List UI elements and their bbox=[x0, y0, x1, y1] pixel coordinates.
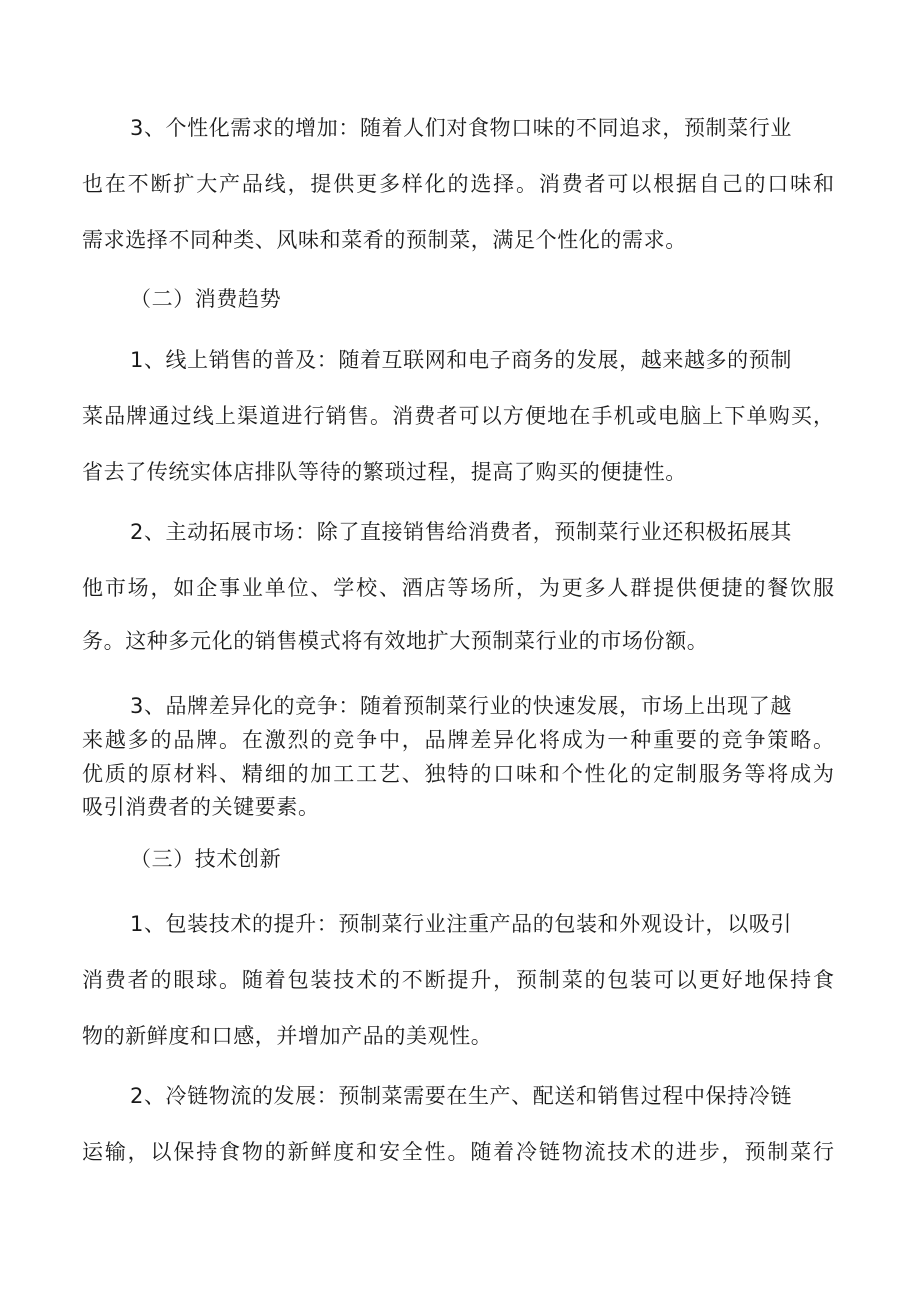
paragraph-line: 1、线上销售的普及：随着互联网和电子商务的发展，越来越多的预制 bbox=[130, 348, 792, 372]
paragraph-line: 省去了传统实体店排队等待的繁琐过程，提高了购买的便捷性。 bbox=[82, 460, 687, 484]
paragraph-line: 他市场，如企事业单位、学校、酒店等场所，为更多人群提供便捷的餐饮服 bbox=[82, 576, 834, 600]
paragraph-line: 菜品牌通过线上渠道进行销售。消费者可以方便地在手机或电脑上下单购买， bbox=[82, 404, 834, 428]
paragraph-line: 物的新鲜度和口感，并增加产品的美观性。 bbox=[82, 1024, 493, 1048]
paragraph-line: 消费者的眼球。随着包装技术的不断提升，预制菜的包装可以更好地保持食 bbox=[82, 968, 834, 992]
paragraph-line: 务。这种多元化的销售模式将有效地扩大预制菜行业的市场份额。 bbox=[82, 629, 709, 653]
paragraph-line: 也在不断扩大产品线，提供更多样化的选择。消费者可以根据自己的口味和 bbox=[82, 172, 834, 196]
paragraph-line: 3、个性化需求的增加：随着人们对食物口味的不同追求，预制菜行业 bbox=[130, 116, 792, 140]
section-heading: （二）消费趋势 bbox=[130, 287, 282, 311]
paragraph-line: 来越多的品牌。在激烈的竞争中，品牌差异化将成为一种重要的竞争策略。 bbox=[82, 728, 834, 752]
paragraph-line: 3、品牌差异化的竞争：随着预制菜行业的快速发展，市场上出现了越 bbox=[130, 694, 792, 718]
paragraph-line: 需求选择不同种类、风味和菜肴的预制菜，满足个性化的需求。 bbox=[82, 228, 687, 252]
paragraph-line: 吸引消费者的关键要素。 bbox=[82, 795, 320, 819]
paragraph-line: 2、主动拓展市场：除了直接销售给消费者，预制菜行业还积极拓展其 bbox=[130, 520, 792, 544]
paragraph-line: 1、包装技术的提升：预制菜行业注重产品的包装和外观设计，以吸引 bbox=[130, 912, 792, 936]
paragraph-line: 优质的原材料、精细的加工工艺、独特的口味和个性化的定制服务等将成为 bbox=[82, 762, 834, 786]
paragraph-line: 运输，以保持食物的新鲜度和安全性。随着冷链物流技术的进步，预制菜行 bbox=[82, 1140, 834, 1164]
paragraph-line: 2、冷链物流的发展：预制菜需要在生产、配送和销售过程中保持冷链 bbox=[130, 1084, 792, 1108]
section-heading: （三）技术创新 bbox=[130, 847, 282, 871]
